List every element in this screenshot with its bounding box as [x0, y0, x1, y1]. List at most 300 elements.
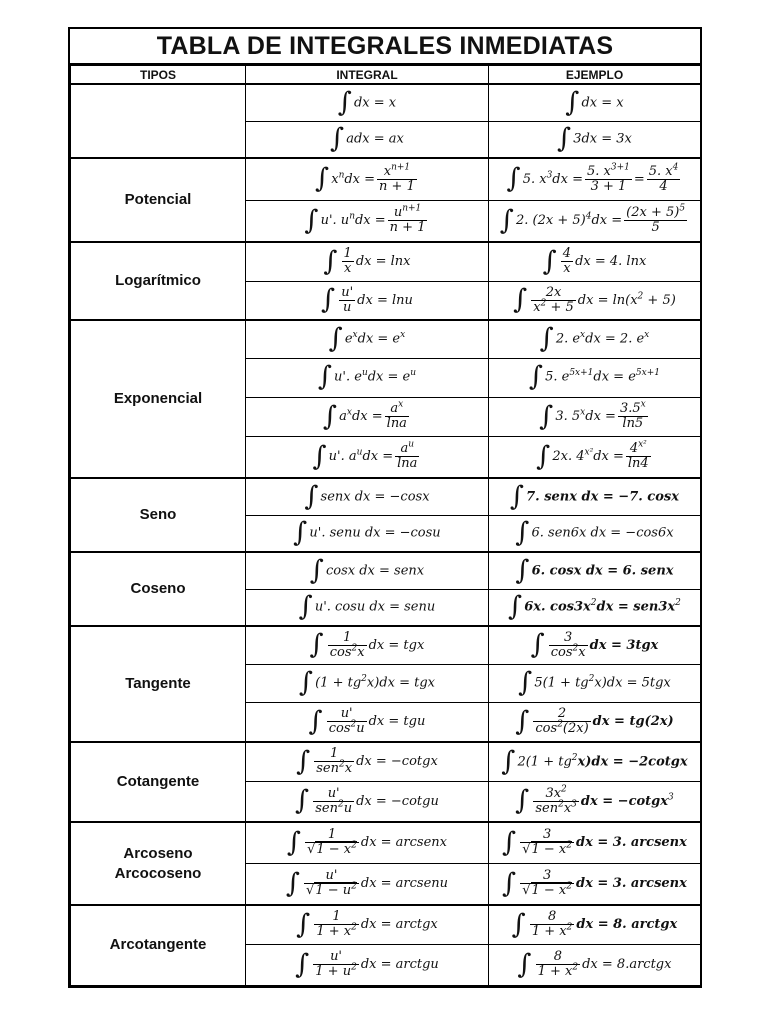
- denominator: (2x): [562, 721, 589, 737]
- exponent: 2: [572, 962, 579, 973]
- integral-sign-icon: ∫: [515, 785, 530, 817]
- table-row: [71, 320, 701, 358]
- formula-text: dx = tg(2x): [592, 714, 674, 730]
- formula-text: 6. cosx dx = 6. senx: [531, 563, 674, 578]
- formula-text: dx = arctgx: [360, 917, 438, 933]
- denominator: 1 − x: [316, 842, 352, 858]
- integral-cell: [246, 781, 489, 822]
- fraction: [313, 950, 359, 979]
- integral-sign-icon: ∫: [529, 361, 544, 393]
- fraction: [624, 203, 687, 236]
- header-integral: INTEGRAL: [246, 66, 489, 85]
- integral-sign-icon: ∫: [542, 245, 557, 277]
- denominator: lna: [397, 456, 418, 472]
- exponent: 3+1: [610, 162, 630, 173]
- page-title: TABLA DE INTEGRALES INMEDIATAS: [70, 29, 700, 65]
- exponent: x: [580, 330, 586, 341]
- integral-sign-icon: ∫: [304, 480, 319, 512]
- header-tipos: TIPOS: [71, 66, 246, 85]
- formula-text: 3dx = 3x: [573, 131, 632, 147]
- integral-sign-icon: ∫: [515, 554, 530, 586]
- integral-cell: [246, 397, 489, 436]
- denominator: x: [533, 299, 541, 315]
- formula-text: dx = 3tgx: [589, 637, 659, 653]
- square-root-icon: √: [522, 842, 531, 858]
- integral-sign-icon: ∫: [518, 666, 533, 698]
- exponent: 5x+1: [569, 368, 594, 379]
- formula-text: u'. u: [320, 213, 350, 229]
- numerator: 3: [520, 869, 574, 884]
- integral-sign-icon: ∫: [502, 826, 517, 858]
- example-cell: [489, 702, 701, 742]
- integral-sign-icon: ∫: [517, 948, 532, 980]
- example-cell: [489, 397, 701, 436]
- exponent: 2: [337, 799, 344, 810]
- formula-text: dx = ln(x: [577, 292, 638, 308]
- formula-text: dx = 8. arctgx: [576, 917, 678, 933]
- formula-text: 2x. 4: [552, 449, 585, 465]
- exponent: 2: [566, 922, 573, 933]
- exponent: x: [640, 399, 646, 410]
- denominator: + 5: [550, 299, 574, 315]
- formula-text: 7. senx dx = −7. cosx: [526, 489, 679, 504]
- formula-text: 2. e: [555, 331, 581, 347]
- table-row: [71, 905, 701, 944]
- formula-text: e: [344, 331, 353, 347]
- numerator: 2: [533, 707, 590, 722]
- numerator: 5. x: [586, 163, 611, 179]
- integral-sign-icon: ∫: [515, 705, 530, 737]
- table-row: [71, 242, 701, 281]
- fraction: [342, 247, 354, 276]
- integral-cell: [246, 626, 489, 664]
- type-logaritmico: Logarítmico: [71, 242, 246, 320]
- integral-cell: [246, 121, 489, 158]
- exponent: 2: [561, 784, 567, 795]
- fraction: [549, 631, 588, 660]
- exponent: n: [338, 170, 345, 181]
- fraction: [385, 399, 409, 431]
- type-potencial: Potencial: [71, 158, 246, 242]
- formula-text: + 5): [647, 292, 676, 308]
- numerator: (2x + 5): [626, 205, 680, 221]
- integral-cell: [246, 905, 489, 944]
- integral-sign-icon: ∫: [501, 745, 516, 777]
- denominator: cos: [550, 644, 573, 660]
- numerator: 5. x: [648, 163, 673, 179]
- formula-text: dx = −cotgx: [580, 793, 668, 809]
- fraction: [314, 910, 359, 939]
- exponent: 2: [566, 840, 572, 851]
- integral-sign-icon: ∫: [513, 284, 528, 316]
- numerator: 1: [343, 246, 352, 262]
- fraction: [533, 707, 590, 736]
- numerator: 2x: [531, 286, 576, 301]
- denominator: cos: [535, 721, 558, 737]
- integral-sign-icon: ∫: [295, 948, 310, 980]
- exponent: 2: [351, 643, 358, 654]
- table-row: [71, 478, 701, 515]
- denominator: x: [578, 644, 586, 660]
- exponent: x²: [638, 439, 647, 450]
- fraction: [339, 286, 355, 315]
- formula-text: x)dx = tgx: [366, 675, 435, 691]
- denominator: 1 − x: [531, 842, 567, 858]
- numerator: 1: [328, 631, 367, 646]
- example-cell: [489, 742, 701, 781]
- integral-cell: [246, 664, 489, 702]
- integral-sign-icon: ∫: [565, 86, 580, 118]
- fraction: [305, 828, 359, 857]
- formula-text: dx =: [593, 449, 624, 465]
- integral-cell: [246, 358, 489, 397]
- example-cell: [489, 552, 701, 589]
- integral-sign-icon: ∫: [287, 826, 302, 858]
- integral-sign-icon: ∫: [502, 867, 517, 899]
- fraction: [313, 787, 354, 816]
- example-cell: [489, 626, 701, 664]
- exponent: x: [346, 407, 352, 418]
- fraction: [618, 399, 648, 431]
- formula-text: u'. cosu dx = senu: [314, 599, 436, 615]
- numerator: u': [313, 787, 354, 802]
- header-row: [71, 66, 701, 85]
- integral-sign-icon: ∫: [285, 867, 301, 899]
- denominator: 1 + u: [315, 964, 352, 979]
- formula-text: dx = 4. lnx: [575, 254, 647, 270]
- example-cell: [489, 781, 701, 822]
- formula-text: x: [331, 171, 339, 187]
- denominator: cos: [329, 644, 352, 660]
- fraction: [533, 784, 579, 816]
- formula-text: dx =: [354, 213, 386, 229]
- formula-text: dx =: [552, 171, 583, 187]
- integral-sign-icon: ∫: [299, 666, 314, 698]
- integral-cell: [246, 242, 489, 281]
- integral-table: [70, 65, 701, 986]
- example-cell: [489, 436, 701, 478]
- example-cell: [489, 478, 701, 515]
- numerator: u': [313, 950, 359, 965]
- fraction: [377, 162, 417, 194]
- fraction: [304, 869, 359, 898]
- formula-text: dx =: [585, 409, 616, 424]
- example-cell: [489, 664, 701, 702]
- formula-text: dx = x: [353, 95, 397, 110]
- exponent: 2: [350, 719, 357, 730]
- integral-sign-icon: ∫: [539, 323, 554, 354]
- integral-sign-icon: ∫: [308, 705, 323, 737]
- integral-sign-icon: ∫: [536, 440, 551, 472]
- formula-text: =: [633, 171, 645, 187]
- example-cell: [489, 905, 701, 944]
- exponent: u: [410, 368, 417, 379]
- integral-sign-icon: ∫: [296, 745, 311, 777]
- integral-sign-icon: ∫: [309, 629, 324, 661]
- exponent: x²: [584, 447, 594, 458]
- integral-sign-icon: ∫: [511, 908, 526, 940]
- fraction: [626, 439, 651, 472]
- numerator: 3x: [545, 785, 562, 801]
- integral-sign-icon: ∫: [330, 123, 345, 154]
- denominator: u: [342, 299, 352, 315]
- formula-text: dx = arcsenx: [360, 835, 447, 851]
- formula-text: a: [339, 409, 347, 424]
- denominator: 1 + x: [537, 964, 573, 979]
- integral-cell: [246, 281, 489, 320]
- fraction: [647, 162, 681, 194]
- exponent: 2: [339, 759, 345, 770]
- exponent: 3: [668, 792, 674, 803]
- exponent: 2: [540, 298, 547, 309]
- denominator: x: [344, 261, 352, 277]
- formula-text: dx =: [362, 449, 394, 465]
- denominator: n + 1: [379, 178, 415, 194]
- numerator: 1: [305, 828, 359, 843]
- fraction: [388, 203, 428, 236]
- example-cell: [489, 320, 701, 358]
- numerator: 3: [549, 631, 588, 646]
- integral-sign-icon: ∫: [304, 204, 319, 236]
- type-label-arcocoseno: Arcocoseno: [114, 864, 202, 882]
- formula-text: 2. (2x + 5): [516, 213, 586, 229]
- integral-sign-icon: ∫: [321, 284, 336, 316]
- formula-text: 5(1 + tg: [534, 675, 589, 691]
- formula-text: 3. 5: [555, 409, 581, 424]
- numerator: a: [390, 401, 399, 416]
- example-cell: [489, 822, 701, 863]
- denominator: x: [563, 261, 571, 277]
- exponent: x: [644, 330, 650, 341]
- formula-text: 6x. cos3x: [524, 599, 591, 615]
- formula-text: dx = 2. e: [585, 331, 645, 347]
- numerator: u': [304, 869, 359, 884]
- exponent: 2: [351, 922, 357, 933]
- fraction: [520, 869, 574, 898]
- exponent: 2: [558, 799, 564, 810]
- denominator: n + 1: [389, 220, 426, 236]
- exponent: 2: [590, 598, 597, 609]
- integral-cell: [246, 84, 489, 121]
- exponent: 4: [672, 162, 679, 173]
- formula-text: 5. x: [522, 171, 547, 187]
- example-cell: [489, 200, 701, 242]
- integral-cell: [246, 478, 489, 515]
- denominator: x: [357, 644, 365, 660]
- integral-cell: [246, 702, 489, 742]
- exponent: x: [400, 330, 406, 341]
- formula-text: dx = e: [367, 369, 411, 385]
- exponent: u: [361, 368, 368, 379]
- fraction: [328, 631, 367, 660]
- exponent: 2: [571, 752, 578, 763]
- exponent: 2: [557, 719, 563, 730]
- integral-sign-icon: ∫: [298, 591, 313, 622]
- formula-text: u'. senu dx = −cosu: [309, 525, 441, 541]
- formula-text: dx =: [591, 213, 623, 229]
- formula-text: 6. sen6x dx = −cos6x: [531, 525, 674, 541]
- numerator: u: [393, 205, 403, 221]
- formula-text: dx = 3. arcsenx: [576, 835, 687, 851]
- integral-sign-icon: ∫: [323, 245, 338, 277]
- header-ejemplo: EJEMPLO: [489, 66, 701, 85]
- example-cell: [489, 84, 701, 121]
- exponent: n: [349, 211, 355, 222]
- integral-sign-icon: ∫: [499, 204, 514, 236]
- formula-text: dx = e: [357, 331, 401, 347]
- integral-sign-icon: ∫: [539, 400, 554, 432]
- numerator: 8: [536, 950, 581, 965]
- type-tangente: Tangente: [71, 626, 246, 742]
- formula-text: dx = tgx: [368, 637, 425, 653]
- square-root-icon: √: [306, 883, 315, 899]
- exponent: 5x+1: [635, 368, 660, 379]
- formula-text: dx =: [351, 409, 383, 424]
- denominator: ln5: [622, 416, 644, 431]
- table-row: [71, 84, 701, 121]
- integral-cell: [246, 320, 489, 358]
- formula-text: dx =: [344, 171, 376, 187]
- exponent: 3: [546, 170, 553, 181]
- integral-cell: [246, 863, 489, 905]
- integral-cell: [246, 742, 489, 781]
- numerator: x: [383, 163, 392, 179]
- numerator: 3: [520, 828, 574, 843]
- table-row: [71, 158, 701, 200]
- fraction: [395, 439, 419, 472]
- example-cell: [489, 358, 701, 397]
- numerator: 1: [314, 747, 354, 762]
- exponent: 2: [361, 673, 367, 684]
- fraction: [531, 286, 576, 315]
- formula-text: 5. e: [545, 369, 570, 385]
- formula-text: (1 + tg: [315, 675, 362, 691]
- integral-sign-icon: ∫: [309, 554, 324, 586]
- table-row: [71, 822, 701, 863]
- exponent: 2: [675, 598, 681, 609]
- integral-cell: [246, 822, 489, 863]
- fraction: [327, 707, 367, 736]
- denominator: x: [344, 761, 353, 777]
- table-row: [71, 626, 701, 664]
- denominator: 5: [651, 220, 660, 236]
- denominator: lna: [386, 416, 407, 431]
- denominator: 1 + x: [316, 924, 352, 940]
- integral-sign-icon: ∫: [515, 517, 530, 548]
- numerator: 8: [530, 910, 575, 925]
- type-arcotangente: Arcotangente: [71, 905, 246, 985]
- fraction: [585, 162, 632, 194]
- example-cell: [489, 863, 701, 905]
- exponent: 2: [572, 643, 579, 654]
- formula-text: dx = x: [581, 95, 624, 110]
- numerator: u': [341, 284, 354, 300]
- numerator: 4: [629, 441, 639, 457]
- denominator: sen: [316, 761, 340, 777]
- fraction: [314, 747, 354, 776]
- formula-text: dx = arcsenu: [360, 876, 449, 892]
- formula-text: 2(1 + tg: [517, 754, 572, 769]
- formula-text: adx = ax: [346, 131, 404, 147]
- exponent: 2: [566, 881, 572, 892]
- fraction: [561, 247, 573, 276]
- integral-sign-icon: ∫: [317, 361, 333, 393]
- type-arcoseno: [71, 822, 246, 905]
- numerator: 3.5: [619, 401, 641, 416]
- integral-cell: [246, 589, 489, 626]
- denominator: sen: [535, 800, 559, 816]
- integral-sign-icon: ∫: [293, 517, 308, 548]
- denominator: 3 + 1: [590, 178, 627, 194]
- integral-sign-icon: ∫: [508, 591, 523, 622]
- formula-text: dx = −cotgu: [356, 793, 439, 809]
- example-cell: [489, 944, 701, 985]
- type-exponencial: Exponencial: [71, 320, 246, 478]
- exponent: n+1: [402, 203, 422, 214]
- example-cell: [489, 158, 701, 200]
- formula-text: dx = lnu: [357, 292, 413, 308]
- numerator: a: [400, 441, 409, 457]
- table-row: [71, 742, 701, 781]
- numerator: 1: [314, 910, 359, 925]
- formula-text: dx = sen3x: [596, 599, 676, 615]
- integral-cell: [246, 158, 489, 200]
- type-label-arcoseno: Arcoseno: [123, 844, 193, 862]
- integral-cell: [246, 200, 489, 242]
- denominator: 1 + x: [531, 924, 567, 940]
- exponent: 2: [588, 673, 595, 684]
- integral-cell: [246, 436, 489, 478]
- exponent: u: [356, 447, 363, 458]
- exponent: x: [352, 330, 358, 341]
- integral-sign-icon: ∫: [557, 123, 572, 154]
- integral-sign-icon: ∫: [337, 86, 352, 118]
- denominator: 4: [659, 178, 668, 194]
- exponent: 2: [351, 881, 357, 892]
- fraction: [536, 950, 581, 979]
- formula-text: dx = lnx: [355, 254, 411, 270]
- exponent: n+1: [391, 162, 411, 173]
- denominator: sen: [315, 800, 338, 816]
- integral-cell: [246, 552, 489, 589]
- exponent: 4: [585, 211, 592, 222]
- example-cell: [489, 121, 701, 158]
- fraction: [520, 828, 574, 857]
- integral-sign-icon: ∫: [323, 400, 338, 432]
- denominator: x: [563, 800, 572, 816]
- type-cell-basic: [71, 84, 246, 158]
- integral-sign-icon: ∫: [296, 908, 311, 940]
- exponent: x: [398, 399, 404, 410]
- denominator: 1 − u: [315, 883, 352, 899]
- exponent: 2: [351, 962, 357, 973]
- exponent: x: [580, 407, 586, 418]
- formula-text: senx dx = −cosx: [320, 489, 430, 504]
- formula-text: u'. a: [328, 449, 357, 465]
- formula-text: dx = 3. arcsenx: [576, 876, 687, 892]
- square-root-icon: √: [522, 883, 531, 899]
- formula-text: dx = −cotgx: [356, 754, 438, 770]
- integral-sign-icon: ∫: [315, 163, 330, 195]
- table-row: [71, 552, 701, 589]
- integral-cell: [246, 944, 489, 985]
- exponent: u: [408, 439, 415, 450]
- denominator: cos: [328, 721, 351, 737]
- formula-text: x)dx = 5tgx: [594, 675, 671, 691]
- denominator: u: [343, 800, 353, 816]
- example-cell: [489, 589, 701, 626]
- exponent: 5: [679, 203, 686, 214]
